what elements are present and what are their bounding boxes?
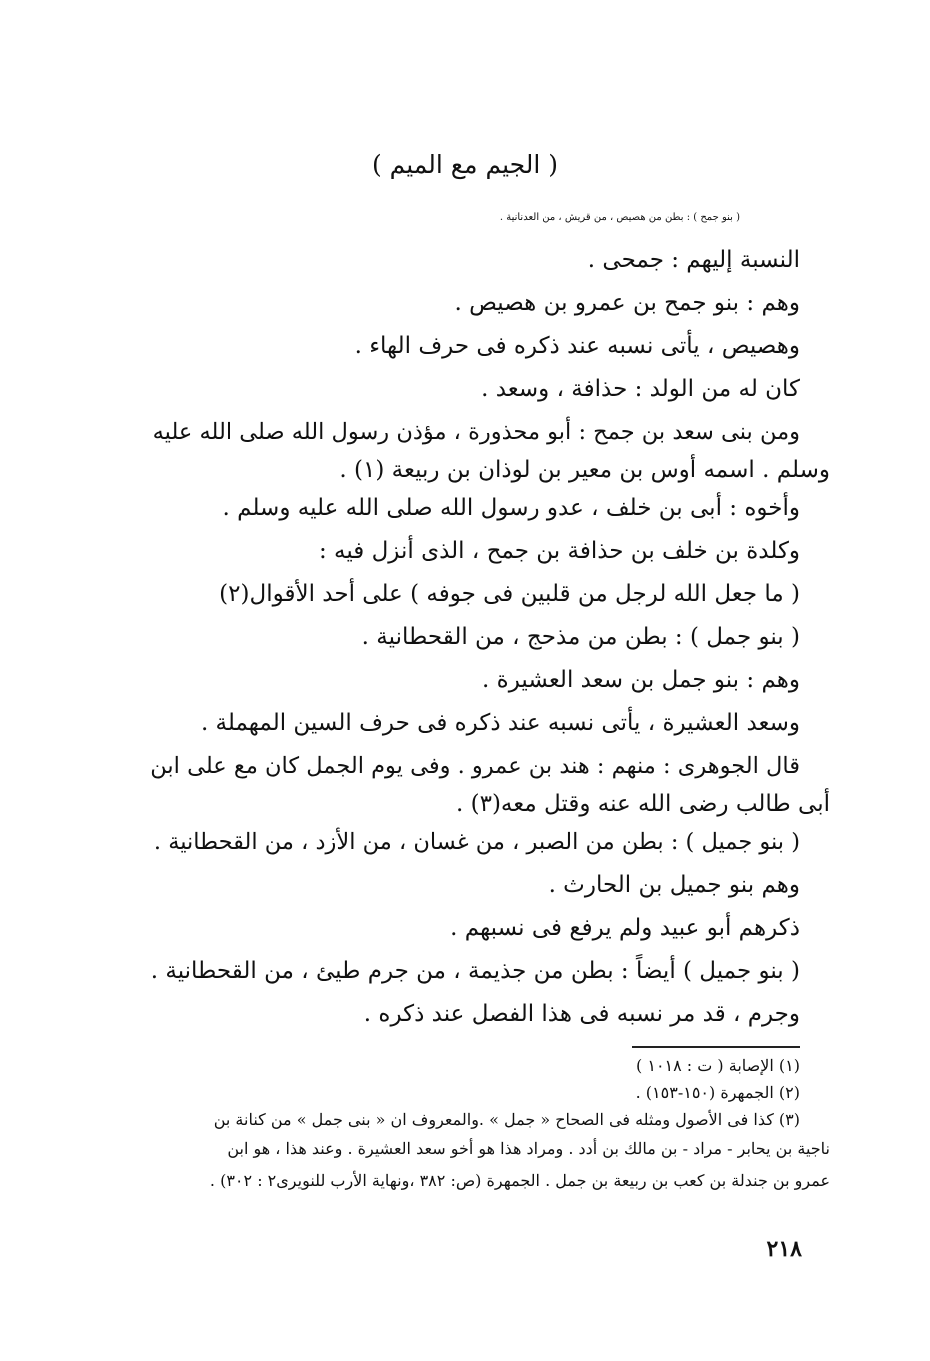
text-line: وهم : بنو جمل بن سعد العشيرة . <box>482 667 800 693</box>
footnote: (١) الإصابة ( ت : ١٠١٨ ) <box>636 1056 800 1075</box>
text-line: ( بنو جمل ) : بطن من مذحج ، من القحطانية . <box>361 624 800 650</box>
text-line: وكلدة بن خلف بن حذافة بن جمح ، الذى أنزل فيه : <box>318 538 800 564</box>
text-line: ذكرهم أبو عبيد ولم يرفع فى نسبهم . <box>450 915 800 941</box>
text-line: ومن بنى سعد بن جمح : أبو محذورة ، مؤذن رسول الله صلى الله عليه <box>152 419 800 445</box>
text-line: كان له من الولد : حذافة ، وسعد . <box>481 376 800 402</box>
text-line: وهم بنو جميل بن الحارث . <box>548 872 800 898</box>
text-line: ( بنو جميل ) : بطن من الصبر ، من غسان ، من الأزد ، من القحطانية . <box>153 829 800 855</box>
footnote-continuation: ناجية بن يحابر - مراد - بن مالك بن أدد . ومراد هذا هو أخو سعد العشيرة . وعند هذا ، هو ابن <box>227 1139 830 1158</box>
section-heading: ( الجيم مع الميم ) <box>371 150 559 179</box>
text-line: وجرم ، قد مر نسبه فى هذا الفصل عند ذكره . <box>363 1001 800 1027</box>
footnote: (٣) كذا فى الأصول ومثله فى الصحاح « جمل » .والمعروف ان « بنى جمل » من كنانة بن <box>213 1110 800 1129</box>
text-line: وهم : بنو جمح بن عمرو بن هصيص . <box>454 290 800 316</box>
footnote-continuation: عمرو بن جندلة بن كعب بن ربيعة بن جمل . الجمهرة (ص: ٣٨٢ ،ونهاية الأرب للنويرى٢ : ٣٠٢) . <box>209 1171 830 1190</box>
text-line: قال الجوهرى : منهم : هند بن عمرو . وفى يوم الجمل كان مع على ابن <box>150 753 800 779</box>
footnote: (٢) الجمهرة (١٥٠-١٥٣) . <box>635 1083 800 1102</box>
page-number: ٢١٨ <box>766 1236 802 1262</box>
footnote-divider <box>632 1046 800 1048</box>
text-line: ( بنو جمح ) : بطن من هصيص ، من قريش ، من العدنانية . <box>499 212 740 223</box>
text-line: النسبة إليهم : جمحى . <box>587 247 800 273</box>
text-line: وسلم . اسمه أوس بن معير بن لوذان بن ربيعة (١) . <box>339 457 830 483</box>
text-line: وأخوه : أبى بن خلف ، عدو رسول الله صلى الله عليه وسلم . <box>222 495 800 521</box>
text-line: أبى طالب رضى الله عنه وقتل معه(٣) . <box>455 791 830 817</box>
text-line: وسعد العشيرة ، يأتى نسبه عند ذكره فى حرف السين المهملة . <box>200 710 800 736</box>
body-text <box>150 196 830 1036</box>
text-line: ( بنو جميل ) أيضاً : بطن من جذيمة ، من جرم طيئ ، من القحطانية . <box>150 958 800 984</box>
text-line: ( ما جعل الله لرجل من قلبين فى جوفه ) على أحد الأقوال(٢) <box>219 581 800 607</box>
text-line: وهصيص ، يأتى نسبه عند ذكره فى حرف الهاء . <box>354 333 800 359</box>
footnotes <box>150 1052 830 1197</box>
